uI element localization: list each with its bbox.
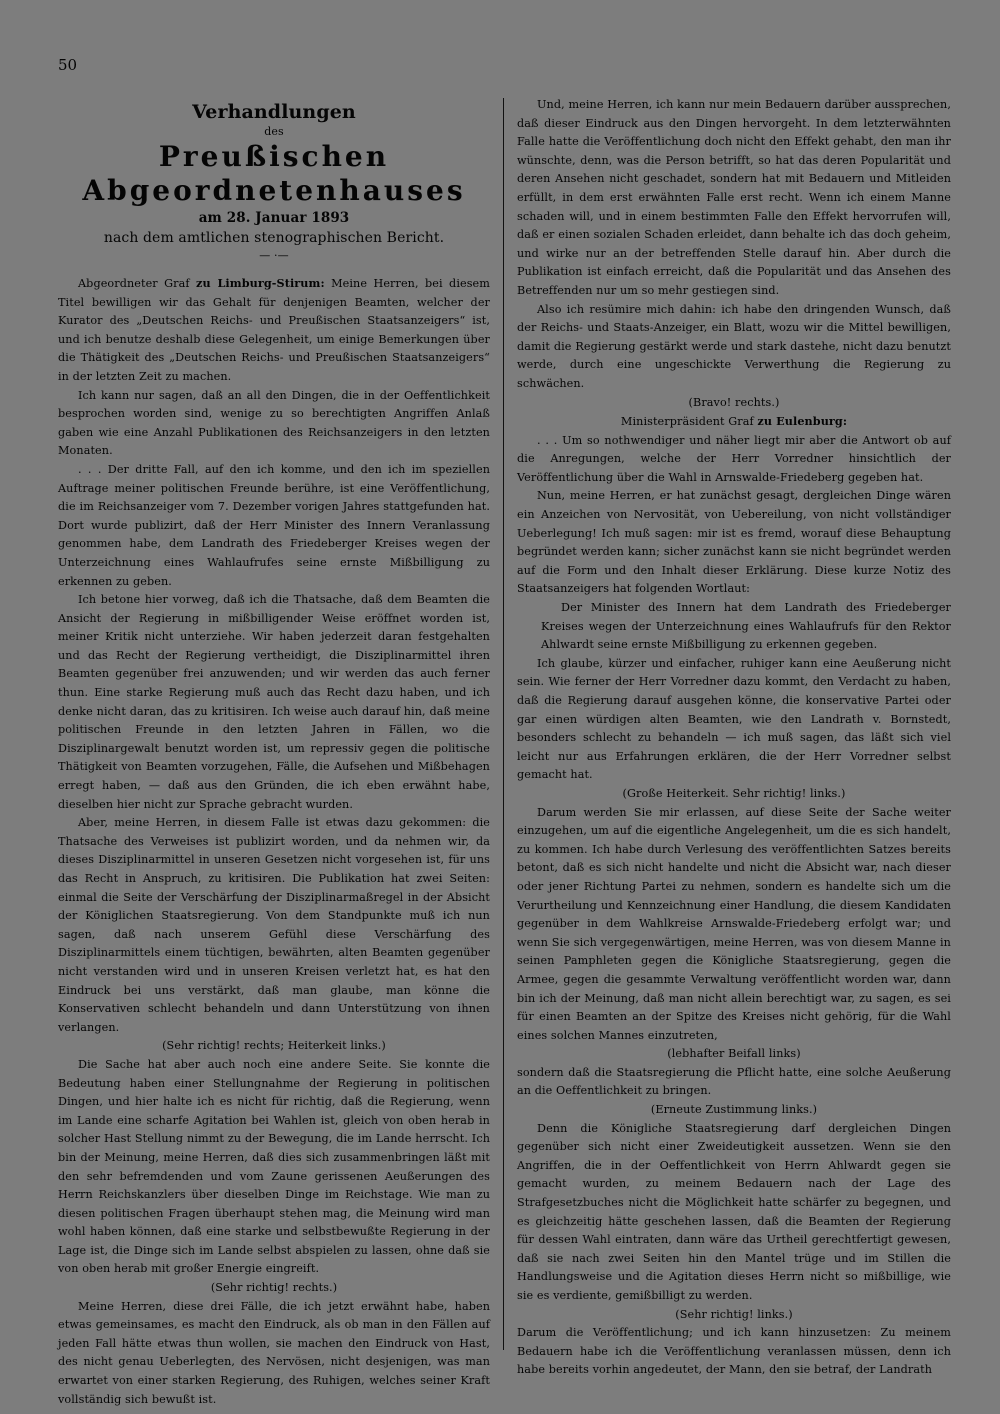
paragraph: Darum werden Sie mir erlassen, auf diese Seite der Sache weiter einzugehen, um auf die eigentliche Angelegenheit, um die es sich handelt, zu kommen. Ich habe durch Verlesung des veröffentlichten Satzes bereits betont, daß es sich nicht handelte und nicht die Absicht war, nach dieser oder jener Richtung Partei zu nehmen, sondern es handelte sich um die Verurtheilung und Kennzeichnung einer Handlung, die diesem Kandidaten gegenüber in dem Wahlkreise Arnswalde-Friedeberg erfolgt war; und wenn Sie sich vergegenwärtigen, meine Herren, was von diesem Manne in seinen Pamphleten gegen die Königliche Staatsregierung, gegen die Armee, gegen die gesammte Verwaltung veröffentlicht worden war, dann bin ich der Meinung, daß man nicht allein berechtigt war, zu sagen, es sei für einen Beamten an der Spitze des Kreises nicht gehörig, für die Wahl eines solchen Mannes einzutreten, xyxy=(517,805,951,1042)
reaction: (Sehr richtig! links.) xyxy=(675,1307,793,1321)
paragraph: Ich glaube, kürzer und einfacher, ruhiger kann eine Aeußerung nicht sein. Wie ferner der Herr Vorredner dazu kommt, den Verdacht zu haben, daß die Regierung darauf ausgehen könne, die konservative Partei oder gar einen würdigen alten Beamten, wie den Landrath v. Bornstedt, besonders schlecht zu behandeln — ich muß sagen, das läßt sich viel leicht nur aus Erfahrungen erklären, die der Herr Vorredner selbst gemacht hat. xyxy=(517,656,951,782)
right-column xyxy=(517,96,951,1380)
paragraph: Die Sache hat aber auch noch eine andere Seite. Sie konnte die Bedeutung haben einer Stellungnahme der Regierung in politischen Dingen, und hier halte ich es nicht für richtig, daß die Regierung, wenn im Lande eine scharfe Agitation bei Wahlen ist, gleich von oben herab in solcher Hast Stellung nimmt zu der Bewegung, die im Lande herrscht. Ich bin der Meinung, meine Herren, daß dies sich zusammenbringen läßt mit den sehr befremdenden und vom Zaune gerissenen Aeußerungen des Herrn Reichskanzlers über dieselben Dinge im Reichstage. Wie man zu diesen politischen Fragen überhaupt stehen mag, die Meinung wird man wohl haben können, daß eine starke und selbstbewußte Regierung in der Lage ist, die Dinge sich im Lande selbst abspielen zu lassen, ohne daß sie von oben herab mit großer Energie eingreift. xyxy=(58,1057,490,1276)
paragraph: . . . Der dritte Fall, auf den ich komme, und den ich im speziellen Auftrage meiner politischen Freunde berühre, ist eine Veröffentlichung, die im Reichsanzeiger vom 7. Dezember vorigen Jahres stattgefunden hat. Dort wurde publizirt, daß der Herr Minister des Innern Veranlassung genommen habe, dem Landrath des Friedeberger Kreises wegen der Unterzeichnung eines Wahlaufrufes seine ernste Mißbilligung zu erkennen zu geben. xyxy=(58,462,490,588)
left-column xyxy=(58,96,490,1409)
reaction: (Bravo! rechts.) xyxy=(688,395,780,409)
title-date: am 28. Januar 1893 xyxy=(198,210,350,226)
speaker-name: zu Limburg-Stirum: xyxy=(196,276,325,290)
paragraph: Denn die Königliche Staatsregierung darf dergleichen Dingen gegenüber sich nicht einer Zweideutigkeit aussetzen. Wenn sie den Angriffen, die in der Oeffentlichkeit von Herrn Ahlwardt gegen sie gemacht wurden, zu meinem Bedauern nach der Lage des Strafgesetzbuches nicht die Möglichkeit hatte schärfer zu begegnen, und es gleichzeitig hätte geschehen lassen, daß die Beamten der Regierung für dessen Wahl eintraten, dann wäre das Urtheil gerechtfertigt gewesen, daß sie nach zwei Seiten hin den Mantel trüge und im Stillen die Handlungsweise und die Agitation dieses Herrn nicht so mißbillige, wie sie es verdiente, gemißbilligt zu werden. xyxy=(517,1121,951,1302)
paragraph xyxy=(58,274,490,387)
paragraph: sondern daß die Staatsregierung die Pflicht hatte, eine solche Aeußerung an die Oeffentlichkeit zu bringen. xyxy=(517,1065,951,1098)
speaker-name: zu Eulenburg: xyxy=(757,414,848,429)
quoted-notice: Der Minister des Innern hat dem Landrath des Friedeberger Kreises wegen der Unterzeichnung eines Wahlaufrufs für den Rektor Ahlwardt seine ernste Mißbilligung zu erkennen gegeben. xyxy=(541,601,951,652)
speaker-intro: Abgeordneter Graf xyxy=(78,277,197,290)
paragraph: Darum die Veröffentlichung; und ich kann hinzusetzen: Zu meinem Bedauern habe ich die Veröffentlichung veranlassen müssen, denn ich habe bereits vorhin angedeutet, der Mann, den sie betraf, der Landrath xyxy=(517,1326,951,1377)
reaction: (Sehr richtig! rechts; Heiterkeit links.) xyxy=(162,1039,386,1053)
column-divider xyxy=(503,98,504,1350)
paragraph: Aber, meine Herren, in diesem Falle ist etwas dazu gekommen: die Thatsache des Verweises ist publizirt worden, und da nehmen wir, da dieses Disziplinarmittel in unseren Gesetzen nicht vorgesehen ist, für uns das Recht in Anspruch, zu kritisiren. Die Publikation hat zwei Seiten: einmal die Seite der Verschärfung der Disziplinarmaßregel in der Absicht der Königlichen Staatsregierung. Von dem Standpunkte muß ich nun sagen, daß nach unserem Gefühl diese Verschärfung des Disziplinarmittels einem tüchtigen, bewährten, alten Beamten gegenüber nicht verstanden wird und in unseren Kreisen verletzt hat, es hat den Eindruck bei uns verstärkt, daß man glaube, man könne die Konservativen schlecht behandeln und dann Unterstützung von ihnen verlangen. xyxy=(58,816,490,1034)
title-subtitle: nach dem amtlichen stenographischen Bericht. xyxy=(103,230,445,246)
reaction: (Sehr richtig! rechts.) xyxy=(210,1281,338,1295)
page-title: Verhandlungen xyxy=(192,101,356,123)
paragraph: Und, meine Herren, ich kann nur mein Bedauern darüber aussprechen, daß dieser Eindruck aus den Dingen hervorgeht. In dem letzterwähnten Falle hatte die Veröffentlichung doch nicht den Effekt gehabt, den man ihr wünschte, denn, was die Person betrifft, so hat das deren Popularität und deren Ansehen nicht geschadet, sondern hat mit Bedauern und Mitleiden erfüllt, in dem erst erwähnten Falle erst recht. Wenn ich einem Manne schaden will, und in einem bestimmten Falle den Effekt hervorrufen will, daß er einen sozialen Schaden erleidet, dann behalte ich das doch geheim, und wirke nur an der betreffenden Stelle darauf hin. Aber durch die Publikation ist einfach erreicht, daß die Popularität und das Ansehen des Betreffenden nur um so mehr gestiegen sind. xyxy=(517,98,951,297)
title-rule: — ·— xyxy=(259,249,289,262)
paragraph: Meine Herren, diese drei Fälle, die ich jetzt erwähnt habe, haben etwas gemeinsames, es macht den Eindruck, als ob man in den Fällen auf jeden Fall hätte etwas thun wollen, sie machen den Eindruck von Hast, des nicht genau Ueberlegten, des Nervösen, nicht desjenigen, was man erwartet von einer starken Regierung, des Ruhigen, welches seiner Kraft vollständig sich bewußt ist. xyxy=(58,1299,490,1406)
paragraph: Also ich resümire mich dahin: ich habe den dringenden Wunsch, daß der Reichs- und Staats-Anzeiger, ein Blatt, wozu wir die Mittel bewilligen, damit die Regierung gestärkt werde und stark dastehe, nicht dazu benutzt werde, durch eine ungeschickte Verwerthung die Regierung zu schwächen. xyxy=(517,302,951,390)
paragraph-text: Meine Herren, bei diesem Titel bewilligen wir das Gehalt für denjenigen Beamten, welcher der Kurator des „Deutschen Reichs- und Preußischen Staatsanzeigers“ ist, und ich benutze deshalb diese Gelegenheit, um einige Bemerkungen über die Thätigkeit des „Deutschen Reichs- und Preußischen Staatsanzeigers“ in der letzten Zeit zu machen. xyxy=(58,277,490,383)
paragraph: . . . Um so nothwendiger und näher liegt mir aber die Antwort ob auf die Anregungen, welche der Herr Vorredner hinsichtlich der Veröffentlichung über die Wahl in Arnswalde-Friedeberg gegeben hat. xyxy=(517,433,951,484)
paragraph: Nun, meine Herren, er hat zunächst gesagt, dergleichen Dinge wären ein Anzeichen von Nervosität, von Uebereilung, von nicht vollständiger Ueberlegung! Ich muß sagen: mir ist es fremd, worauf diese Behauptung begründet werden kann; sicher zunächst kann sie nicht begründet werden auf die Form und den Inhalt dieser Erklärung. Diese kurze Notiz des Staatsanzeigers hat folgenden Wortlaut: xyxy=(517,489,951,596)
paragraph: Ich betone hier vorweg, daß ich die Thatsache, daß dem Beamten die Ansicht der Regierung in mißbilligender Weise eröffnet worden ist, meiner Kritik nicht unterziehe. Wir haben jederzeit daran festgehalten und das Recht der Regierung vertheidigt, die Disziplinarmittel ihren Beamten gegenüber frei anzuwenden; und wir werden das auch ferner thun. Eine starke Regierung muß auch das Recht dazu haben, und ich denke nicht daran, das zu kritisiren. Ich weise auch darauf hin, daß meine politischen Freunde in den letzten Jahren in Fällen, wo die Disziplinargewalt benutzt worden ist, um repressiv gegen die politische Thätigkeit von Beamten vorzugehen, Fälle, die Aufsehen und Mißbehagen erregt haben, — daß aus den Gründen, die ich eben erwähnt habe, dieselben hier nicht zur Sprache gebracht wurden. xyxy=(58,593,490,811)
title-des: des xyxy=(264,125,284,138)
reaction: (Große Heiterkeit. Sehr richtig! links.) xyxy=(622,786,846,800)
reaction: (Erneute Zustimmung links.) xyxy=(650,1103,818,1117)
speaker-intro: Ministerpräsident Graf xyxy=(620,415,758,429)
title-main: Preußischen Abgeordnetenhauses xyxy=(82,140,466,207)
reaction: (lebhafter Beifall links) xyxy=(667,1047,801,1061)
speaker-line xyxy=(517,412,951,432)
page-number: 50 xyxy=(58,56,78,74)
paragraph: Ich kann nur sagen, daß an all den Dingen, die in der Oeffentlichkeit besprochen worden sind, wenige zu so berechtigten Angriffen Anlaß gaben wie eine Anzahl Publikationen des Reichsanzeigers in den letzten Monaten. xyxy=(58,388,490,458)
